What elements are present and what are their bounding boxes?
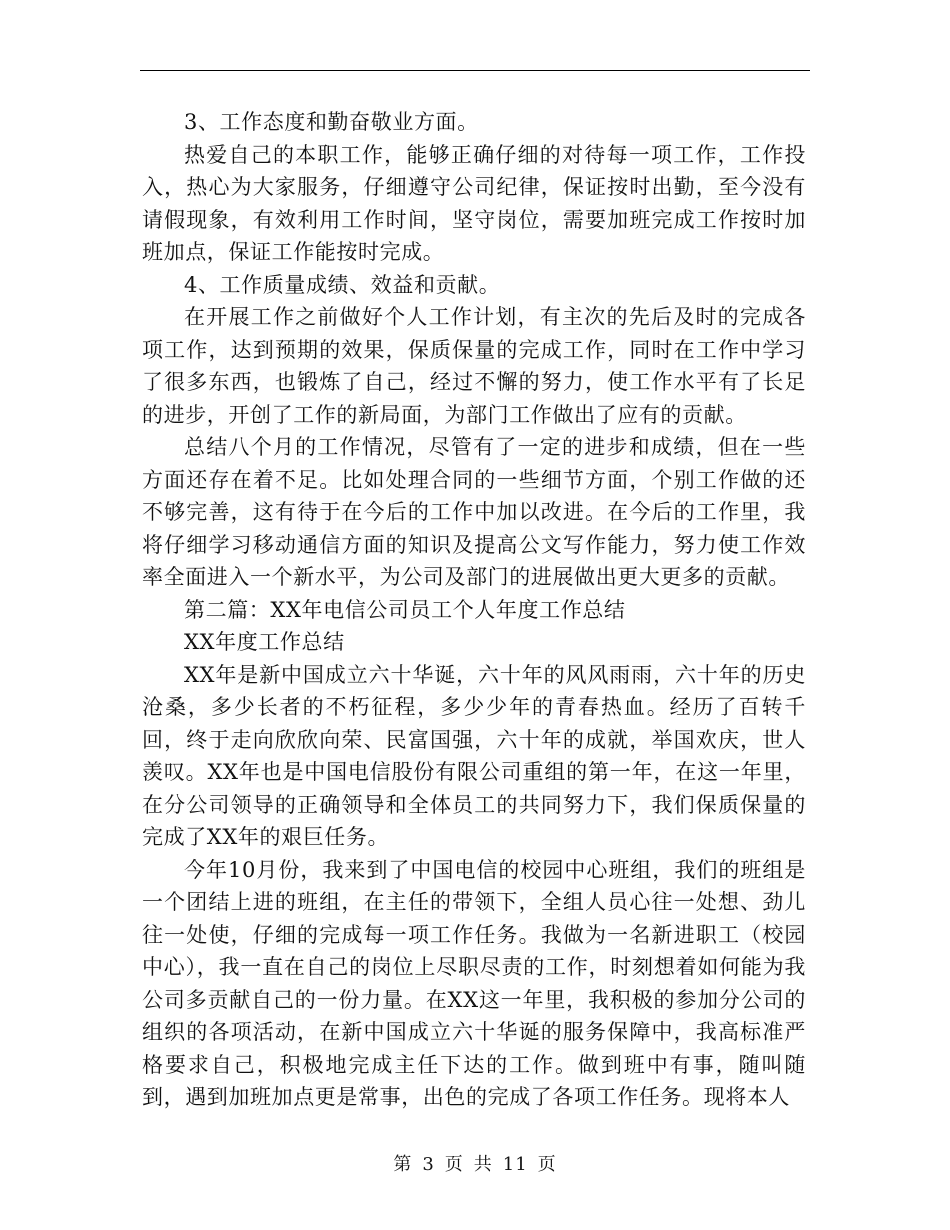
subtitle: XX年度工作总结 xyxy=(184,630,345,654)
section-heading-3: 3、工作态度和勤奋敬业方面。 xyxy=(184,110,479,134)
section-heading-4: 4、工作质量成绩、效益和贡献。 xyxy=(184,272,501,297)
body-paragraph: 今年10月份，我来到了中国电信的校园中心班组，我们的班组是一个团结上进的班组，在主任的带领下，全组人员心往一处想、劲儿往一处使，仔细的完成每一项工作任务。我做为一名新进职工（校园中心），我一直在自己的岗位上尽职尽责的工作，时刻想着如何能为我公司多贡献自己的一份力量。在XX这一年里，我积极的参加分公司的组织的各项活动，在新中国成立六十华诞的服务保障中，我高标准严格要求自己，积极地完成主任下达的工作。做到班中有事，随叫随到，遇到加班加点更是常事，出色的完成了各项工作任务。现将本人 xyxy=(142,857,806,1109)
footer-label-unit: 页 xyxy=(444,1154,464,1175)
body-paragraph: 热爱自己的本职工作，能够正确仔细的对待每一项工作，工作投入，热心为大家服务，仔细遵守公司纪律，保证按时出勤，至今没有请假现象，有效利用工作时间，坚守岗位，需要加班完成工作按时加班加点，保证工作能按时完成。 xyxy=(142,142,806,264)
body-paragraph: 在开展工作之前做好个人工作计划，有主次的先后及时的完成各项工作，达到预期的效果，保质保量的完成工作，同时在工作中学习了很多东西，也锻炼了自己，经过不懈的努力，使工作水平有了长足的进步，开创了工作的新局面，为部门工作做出了应有的贡献。 xyxy=(142,305,806,427)
footer-label-page: 第 xyxy=(393,1154,413,1175)
header-rule xyxy=(140,70,810,71)
footer-label-unit2: 页 xyxy=(537,1154,557,1175)
chapter-title: 第二篇：XX年电信公司员工个人年度工作总结 xyxy=(184,597,626,622)
page-footer xyxy=(0,1150,950,1176)
body-paragraph: 总结八个月的工作情况，尽管有了一定的进步和成绩，但在一些方面还存在着不足。比如处理合同的一些细节方面，个别工作做的还不够完善，这有待于在今后的工作中加以改进。在今后的工作里，我将仔细学习移动通信方面的知识及提高公文写作能力，努力使工作效率全面进入一个新水平，为公司及部门的进展做出更大更多的贡献。 xyxy=(142,435,806,589)
footer-label-total: 共 xyxy=(473,1154,493,1175)
total-pages-number: 11 xyxy=(502,1154,528,1175)
body-paragraph: XX年是新中国成立六十华诞，六十年的风风雨雨，六十年的历史沧桑，多少长者的不朽征程，多少少年的青春热血。经历了百转千回，终于走向欣欣向荣、民富国强，六十年的成就，举国欢庆，世人羡叹。XX年也是中国电信股份有限公司重组的第一年，在这一年里，在分公司领导的正确领导和全体员工的共同努力下，我们保质保量的完成了XX年的艰巨任务。 xyxy=(142,662,806,849)
document-body xyxy=(142,106,806,1114)
current-page-number: 3 xyxy=(422,1154,435,1175)
